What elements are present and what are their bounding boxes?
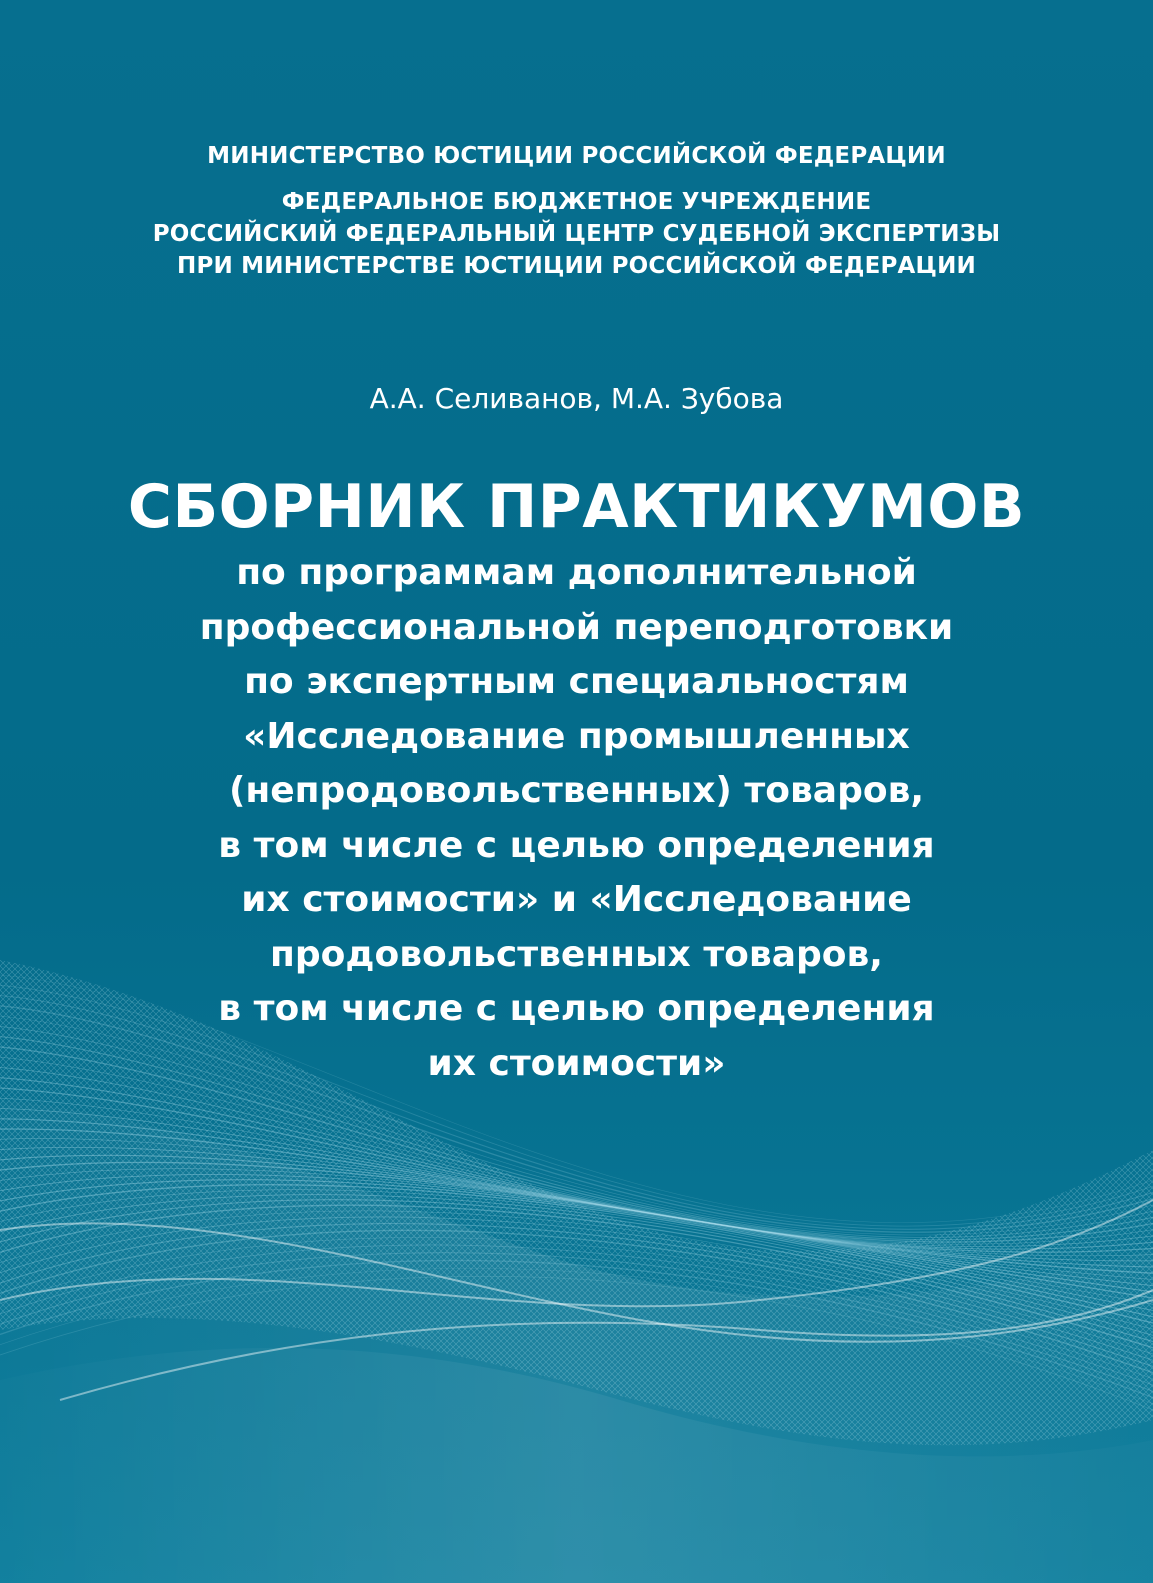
- subtitle-line: по экспертным специальностям: [244, 661, 909, 702]
- subtitle-line: их стоимости» и «Исследование: [241, 879, 912, 920]
- subtitle-line: по программам дополнительной: [236, 552, 917, 593]
- subtitle-line: «Исследование промышленных: [243, 715, 910, 757]
- book-subtitle: [0, 546, 1153, 1091]
- ministry-name: МИНИСТЕРСТВО ЮСТИЦИИ РОССИЙСКОЙ ФЕДЕРАЦИИ: [207, 143, 946, 169]
- subtitle-line: профессиональной переподготовки: [199, 606, 954, 648]
- institution-line: ФЕДЕРАЛЬНОЕ БЮДЖЕТНОЕ УЧРЕЖДЕНИЕ: [281, 189, 872, 215]
- book-title: СБОРНИК ПРАКТИКУМОВ: [127, 472, 1026, 542]
- institution-line: РОССИЙСКИЙ ФЕДЕРАЛЬНЫЙ ЦЕНТР СУДЕБНОЙ ЭКСПЕРТИЗЫ: [152, 221, 1001, 247]
- institution-line: ПРИ МИНИСТЕРСТВЕ ЮСТИЦИИ РОССИЙСКОЙ ФЕДЕРАЦИИ: [177, 253, 976, 279]
- publisher-header: [0, 140, 1153, 282]
- subtitle-line: (непродовольственных) товаров,: [228, 770, 925, 811]
- subtitle-line: в том числе с целью определения: [218, 988, 935, 1029]
- subtitle-line: продовольственных товаров,: [270, 933, 883, 975]
- subtitle-line: в том числе с целью определения: [218, 824, 935, 866]
- institution-name: [0, 186, 1153, 282]
- authors: А.А. Селиванов, М.А. Зубова: [369, 382, 784, 415]
- subtitle-line: их стоимости»: [427, 1042, 726, 1084]
